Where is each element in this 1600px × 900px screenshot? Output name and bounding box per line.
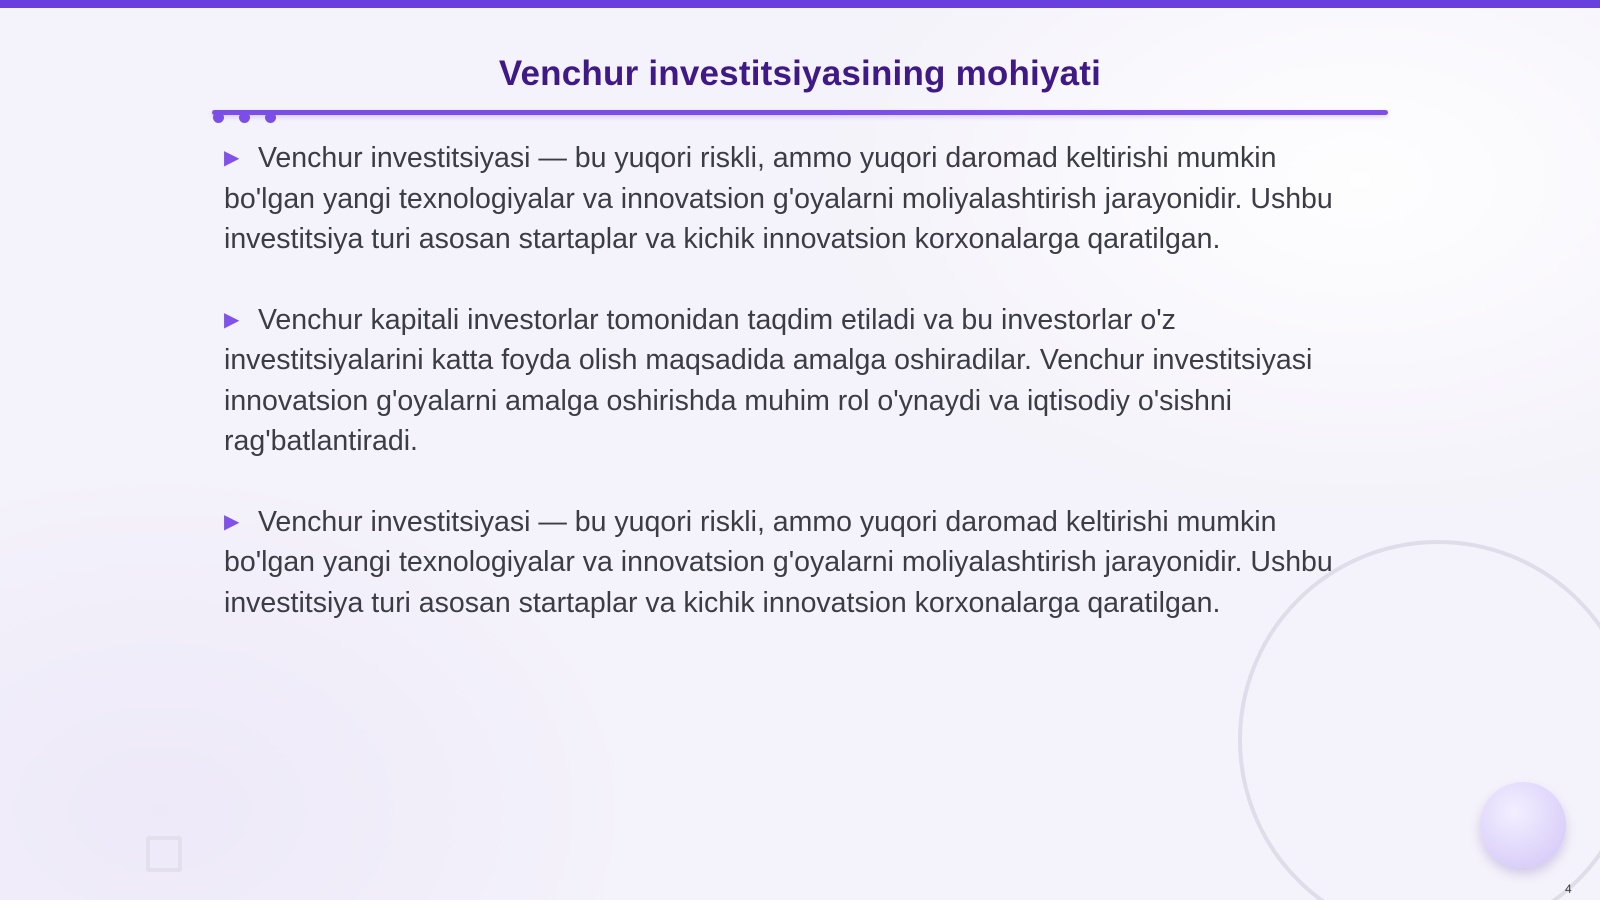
page-number: 4 <box>1565 882 1572 896</box>
triangle-right-icon: ▶ <box>224 147 240 169</box>
triangle-right-icon: ▶ <box>224 308 240 331</box>
decorative-dot <box>213 112 224 123</box>
decorative-dot <box>265 112 276 123</box>
bullet-paragraph <box>224 300 1374 462</box>
title-underline <box>212 110 1388 115</box>
paragraph-text: Venchur investitsiyasi — bu yuqori riskli, ammo yuqori daromad keltirishi mumkin bo'lgan yangi texnologiyalar va innovatsion g'oyalarni moliyalashtirish jarayonidir. Ushbu investitsiya turi asosan startaplar va kichik innovatsion korxonalarga qaratilgan. <box>224 142 1333 255</box>
paragraph-text: Venchur investitsiyasi — bu yuqori riskli, ammo yuqori daromad keltirishi mumkin bo'lgan yangi texnologiyalar va innovatsion g'oyalarni moliyalashtirish jarayonidir. Ushbu investitsiya turi asosan startaplar va kichik innovatsion korxonalarga qaratilgan. <box>224 505 1333 619</box>
bullet-paragraph <box>224 138 1374 260</box>
bullet-paragraph <box>224 502 1374 624</box>
slide-title: Venchur investitsiyasining mohiyati <box>498 54 1102 93</box>
decorative-sphere <box>1480 782 1566 868</box>
decorative-dot <box>239 112 250 123</box>
bullet-list <box>224 138 1374 663</box>
decorative-square <box>146 836 182 872</box>
top-accent-bar <box>0 0 1600 8</box>
paragraph-text: Venchur kapitali investorlar tomonidan taqdim etiladi va bu investorlar o'z investitsiyalarini katta foyda olish maqsadida amalga oshiradilar. Venchur investitsiyasi innovatsion g'oyalarni amalga oshirishda muhim rol o'ynaydi va iqtisodiy o'sishni rag'batlantiradi. <box>224 303 1313 457</box>
triangle-right-icon: ▶ <box>224 510 240 533</box>
